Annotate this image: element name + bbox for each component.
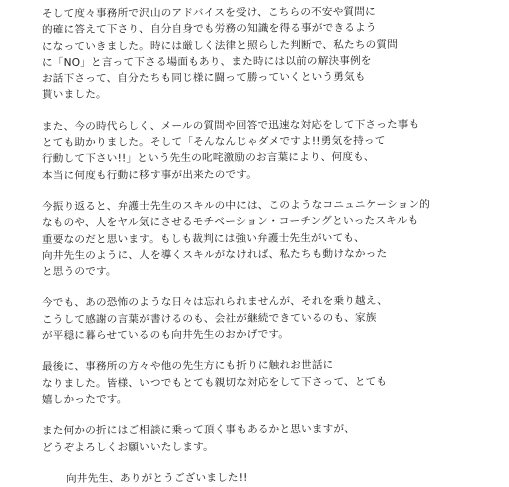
letter-line: に「NO」と言って下さる場面もあり、また時には以前の解決事例を — [41, 54, 372, 69]
letter-line: 嬉しかったです。 — [41, 393, 128, 406]
letter-line: なりました。皆様、いつでもとても親切な対応をして下さって、とても — [41, 375, 388, 390]
letter-line: どうぞよろしくお願いいたします。 — [41, 440, 214, 454]
letter-paragraph-3 — [42, 199, 499, 280]
letter-line: また何かの折にはご相談に乗って頂く事もあるかと思いますが、 — [41, 423, 356, 438]
letter-line: 貰いました。 — [41, 89, 107, 102]
letter-line: 今振り返ると、弁護士先生のスキルの中には、このようなコニュニケーション的 — [41, 198, 431, 213]
letter-line: が平穏に暮らせているのも向井先生のおかげです。 — [41, 328, 290, 343]
letter-line: 最後に、事務所の方々や他の先生方にも折りに触れお世話に — [41, 359, 334, 374]
letter-line: こうして感謝の言葉が書けるのも、会社が継続できているのも、家族 — [41, 311, 377, 326]
letter-line: 行動して下さい!!」という先生の叱咤激励のお言葉により、何度も、 — [41, 151, 375, 166]
letter-closing — [42, 471, 499, 487]
letter-paragraph-4 — [42, 295, 499, 344]
letter-line: 重要なのだと思います。もしも裁判には強い弁護士先生がいても、 — [41, 231, 365, 246]
letter-paragraph-5 — [42, 359, 499, 408]
letter-line: になっていきました。時には厳しく法律と照らした判断で、私たちの質問 — [41, 38, 399, 53]
letter-line: お話下さって、自分たちも同じ様に闘って勝っていくという勇気も — [41, 71, 366, 86]
letter-line: 今でも、あの恐怖のような日々は忘れられませんが、それを乗り越え、 — [41, 295, 389, 310]
letter-line: また、今の時代らしく、メールの質問や回答で迅速な対応をして下さった事も — [41, 118, 420, 133]
letter-paragraph-6 — [42, 423, 499, 456]
letter-line: と思うのです。 — [41, 265, 117, 279]
letter-paragraph-1 — [42, 6, 499, 104]
letter-paragraph-2 — [42, 119, 499, 184]
letter-closing-line: 向井先生、ありがとうございました!! — [65, 471, 248, 485]
letter-line: そして度々事務所で沢山のアドバイスを受け、こちらの不安や質問に — [41, 5, 376, 20]
letter-line: 向井先生のように、人を導くスキルがなければ、私たちも動けなかった — [41, 247, 388, 262]
letter-line: 本当に何度も行動に移す事が出来たのです。 — [41, 168, 258, 182]
letter-line: 的確に答えて下さり、自分自身でも労務の知識を得る事ができるよう — [41, 22, 377, 37]
letter-line: とても助かりました。そして「そんなんじゃダメですよ!!勇気を持って — [41, 134, 386, 150]
letter-line: なものや、人をヤル気にさせるモチベーション・コーチングといったスキルも — [41, 214, 419, 230]
